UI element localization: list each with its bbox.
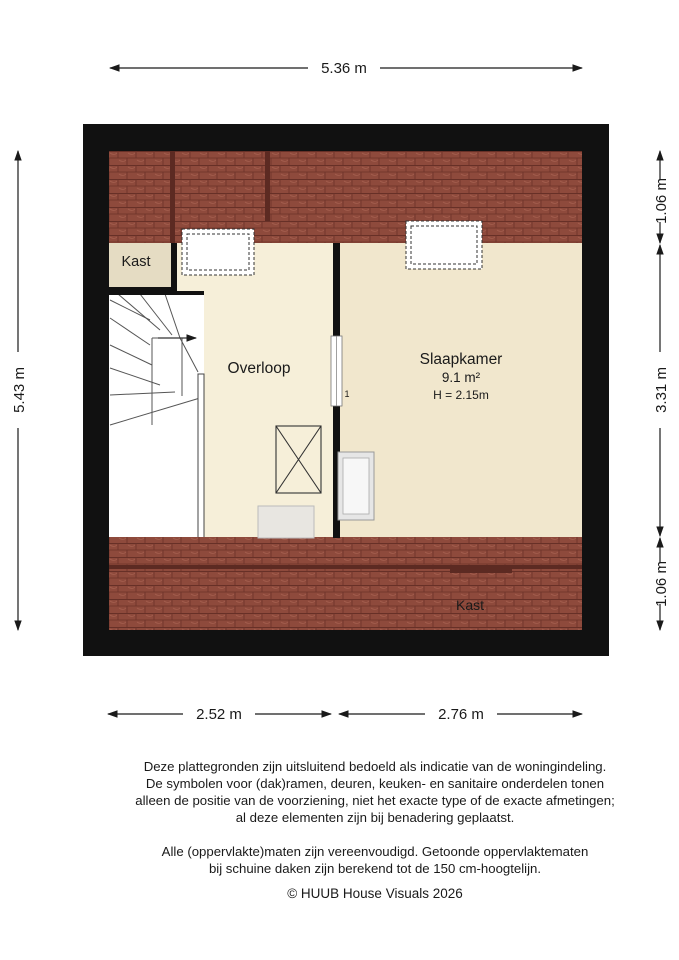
- roof-slope-top: [109, 151, 582, 243]
- dim-bottom-left-label: 2.52 m: [196, 706, 242, 723]
- disclaimer-line: De symbolen voor (dak)ramen, deuren, keuken- en sanitaire onderdelen tonen: [145, 776, 605, 791]
- disclaimer: [80, 758, 670, 877]
- disclaimer-line: al deze elementen zijn bij benadering geplaatst.: [235, 810, 515, 825]
- disclaimer-line: Deze plattegronden zijn uitsluitend bedoeld als indicatie van de woningindeling.: [143, 759, 607, 774]
- stairwell: [109, 293, 204, 539]
- roof-slope-bottom: [109, 537, 582, 630]
- skylight-right: [406, 221, 482, 269]
- slaapkamer-label: Slaapkamer: [419, 351, 503, 368]
- dim-right-top-label: 1.06 m: [653, 178, 670, 224]
- dim-bottom-right-label: 2.76 m: [438, 706, 484, 723]
- skylight-left: [182, 229, 254, 275]
- kast-bottom-label: Kast: [455, 597, 485, 613]
- disclaimer-line: alleen de positie van de voorziening, niet het exacte type of de exacte afmetingen;: [135, 793, 615, 808]
- dim-top-label: 5.36 m: [321, 60, 367, 77]
- slaapkamer-area: 9.1 m²: [441, 370, 481, 385]
- slaapkamer-height: H = 2.15m: [433, 388, 489, 402]
- heater-unit: [258, 506, 314, 538]
- radiator: [338, 452, 374, 520]
- copyright-text: © HUUB House Visuals 2026: [287, 886, 463, 901]
- dim-left-label: 5.43 m: [11, 367, 28, 413]
- kast-top-label: Kast: [121, 254, 151, 270]
- door-number: 1: [344, 389, 350, 399]
- disclaimer-line: bij schuine daken zijn berekend tot de 150 cm-hoogtelijn.: [208, 861, 542, 876]
- dim-right-middle-label: 3.31 m: [653, 367, 670, 413]
- disclaimer-line: Alle (oppervlakte)maten zijn vereenvoudigd. Getoonde oppervlaktematen: [161, 844, 589, 859]
- dim-right-bottom-label: 1.06 m: [653, 561, 670, 607]
- overloop-label: Overloop: [227, 360, 291, 377]
- stair-railing: [198, 374, 204, 540]
